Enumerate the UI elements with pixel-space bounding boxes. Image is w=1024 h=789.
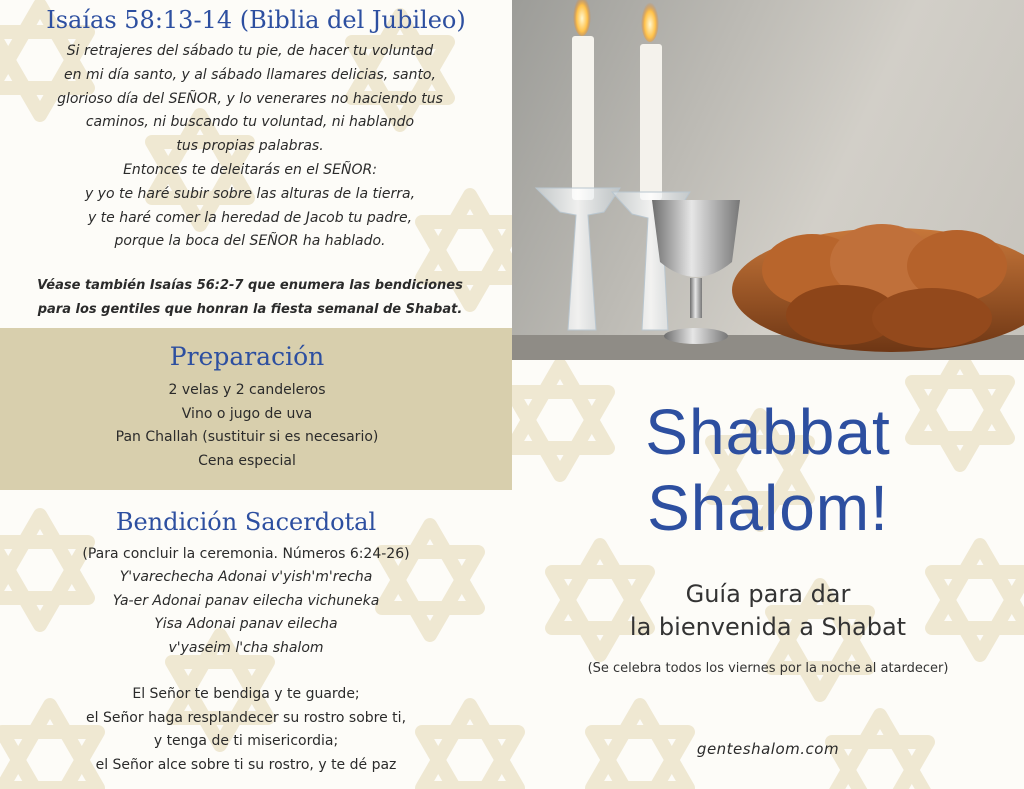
verse-line: caminos, ni buscando tu voluntad, ni hablando <box>85 114 415 131</box>
blessing-title: Bendición Sacerdotal <box>115 508 377 536</box>
cover-note: (Se celebra todos los viernes por la noche al atardecer) <box>587 661 949 676</box>
blessing-hebrew-line: Ya-er Adonai panav eilecha vichuneka <box>112 592 380 609</box>
preparation-box <box>0 328 512 490</box>
website-link[interactable]: genteshalom.com <box>696 740 840 758</box>
flame-icon <box>641 0 659 42</box>
cover-title-line: Shalom! <box>647 472 889 544</box>
preparation-title: Preparación <box>169 342 325 371</box>
blessing-spanish-line: y tenga de ti misericordia; <box>153 733 339 750</box>
verse-line: tus propias palabras. <box>176 138 324 155</box>
verse-line: en mi día santo, y al sábado llamares delicias, santo, <box>64 66 436 83</box>
blessing-spanish-line: el Señor alce sobre ti su rostro, y te dé paz <box>95 756 397 773</box>
blessing-hebrew-line: v'yaseim l'cha shalom <box>168 639 324 656</box>
blessing-spanish-line: El Señor te bendiga y te guarde; <box>132 686 360 702</box>
verse-line: glorioso día del SEÑOR, y lo venerares no haciendo tus <box>57 90 443 107</box>
verse-line: y yo te haré subir sobre las alturas de la tierra, <box>84 185 416 202</box>
verse-title: Isaías 58:13-14 (Biblia del Jubileo) <box>46 6 466 34</box>
see-also-line: Véase también Isaías 56:2-7 que enumera las bendiciones <box>37 278 463 293</box>
preparation-list <box>0 379 494 473</box>
blessing-spanish <box>0 683 492 777</box>
flame-icon <box>573 0 591 36</box>
verse-text <box>0 40 500 254</box>
verse-line: Si retrajeres del sábado tu pie, de hacer tu voluntad <box>66 43 434 59</box>
blessing-hebrew-line: Yisa Adonai panav eilecha <box>154 616 338 633</box>
cover-subtitle-line: la bienvenida a Shabat <box>629 613 907 641</box>
verse-line: y te haré comer la heredad de Jacob tu padre, <box>87 209 413 226</box>
blessing-spanish-line: el Señor haga resplandecer su rostro sobre ti, <box>85 709 407 726</box>
preparation-item: Vino o jugo de uva <box>181 405 313 422</box>
preparation-item: 2 velas y 2 candeleros <box>168 382 326 398</box>
preparation-item: Cena especial <box>198 452 296 469</box>
cover-subtitle-line: Guía para dar <box>685 580 851 608</box>
preparation-item: Pan Challah (sustituir si es necesario) <box>115 429 379 445</box>
shabbat-photo <box>512 0 1024 360</box>
candles-challah-illustration <box>512 0 1024 360</box>
blessing-reference: (Para concluir la ceremonia. Números 6:24-26) <box>82 546 410 562</box>
see-also-note <box>0 274 500 322</box>
blessing-hebrew-line: Y'varechecha Adonai v'yish'm'recha <box>119 569 373 585</box>
blessing-hebrew <box>0 566 492 660</box>
cover-title <box>512 394 1024 546</box>
verse-line: porque la boca del SEÑOR ha hablado. <box>114 233 386 250</box>
cover-subtitle <box>512 578 1024 644</box>
see-also-line: para los gentiles que honran la fiesta semanal de Shabat. <box>37 302 463 317</box>
verse-line: Entonces te deleitarás en el SEÑOR: <box>123 161 377 178</box>
cover-title-line: Shabbat <box>645 396 891 468</box>
